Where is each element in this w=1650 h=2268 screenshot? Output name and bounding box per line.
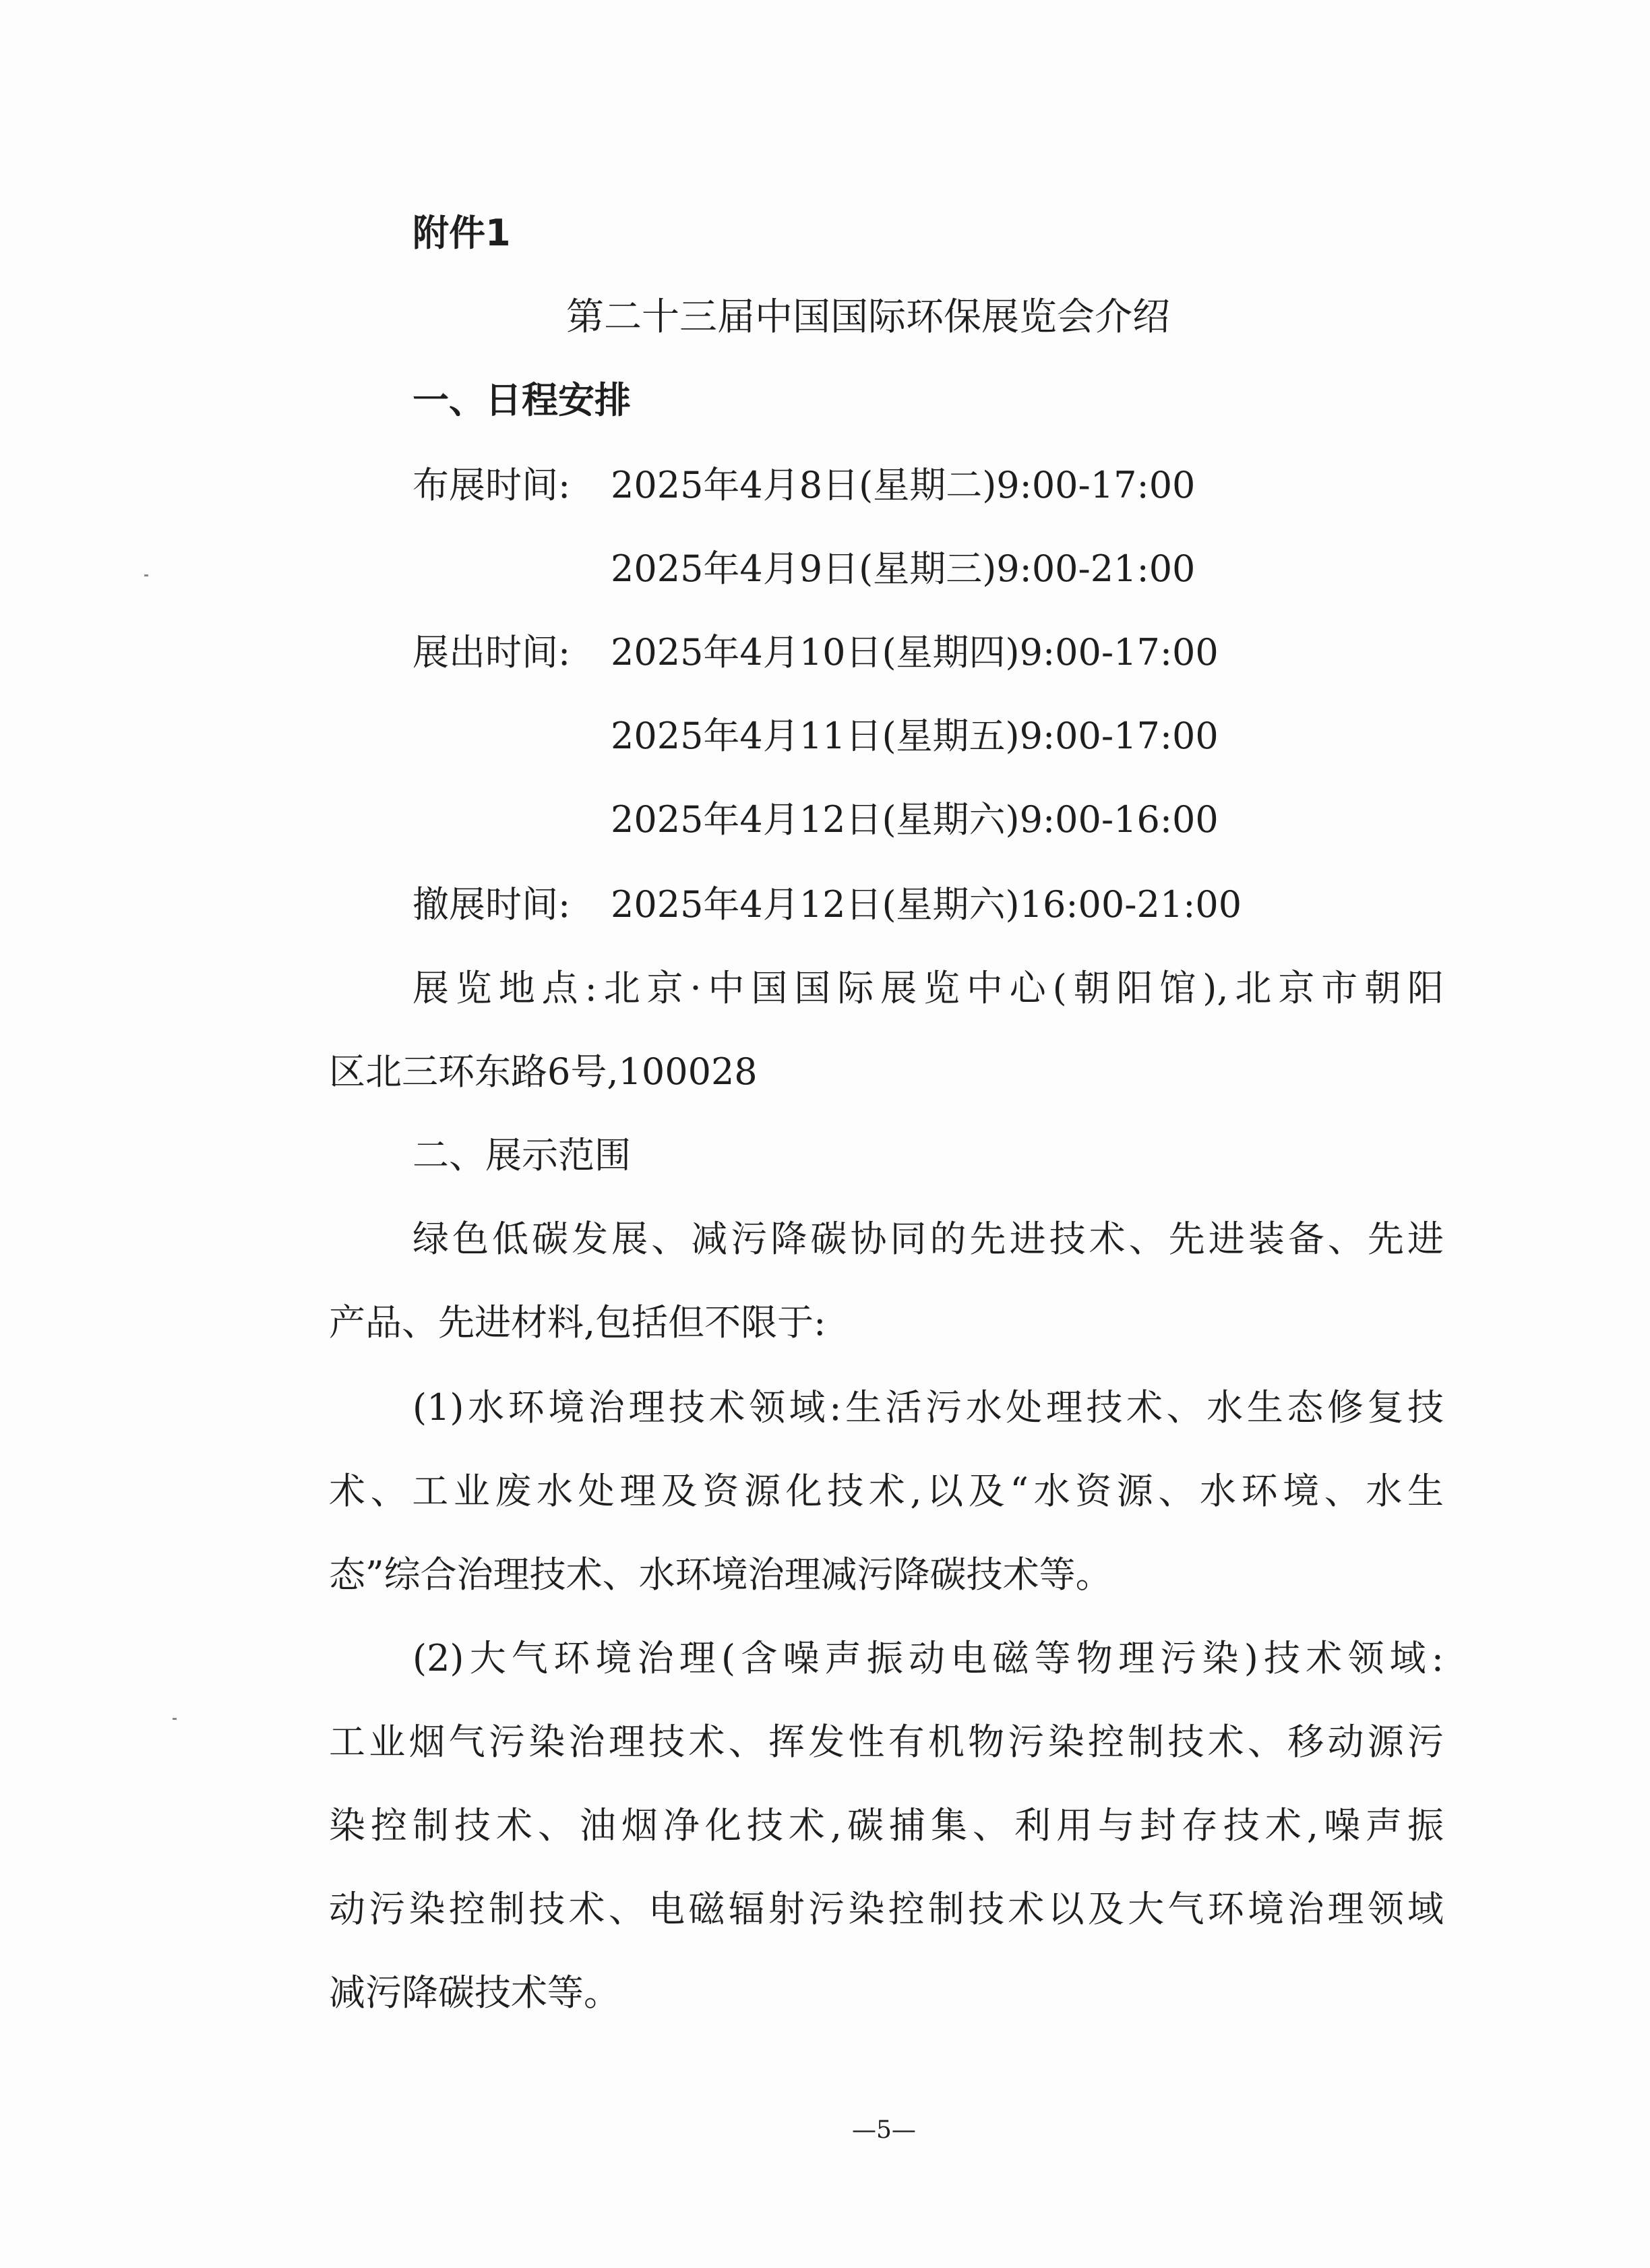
section-heading-schedule: 一、日程安排 bbox=[413, 379, 631, 421]
item2-line-4: 动污染控制技术、电磁辐射污染控制技术以及大气环境治理领域 bbox=[329, 1888, 1444, 1930]
attachment-label: 附件1 bbox=[413, 212, 511, 254]
item2-line-1: (2)大气环境治理(含噪声振动电磁等物理污染)技术领域: bbox=[413, 1637, 1444, 1679]
item2-line-5: 减污降碳技术等。 bbox=[329, 1971, 620, 2014]
show-time-1: 2025年4月10日(星期四)9:00-17:00 bbox=[611, 631, 1219, 674]
item1-line-2: 术、工业废水处理及资源化技术,以及“水资源、水环境、水生 bbox=[329, 1470, 1444, 1512]
scope-intro-line-1: 绿色低碳发展、减污降碳协同的先进技术、先进装备、先进 bbox=[413, 1218, 1444, 1260]
venue-line-1: 展览地点:北京·中国国际展览中心(朝阳馆),北京市朝阳 bbox=[413, 967, 1444, 1009]
setup-time-2: 2025年4月9日(星期三)9:00-21:00 bbox=[611, 547, 1196, 590]
item2-line-3: 染控制技术、油烟净化技术,碳捕集、利用与封存技术,噪声振 bbox=[329, 1804, 1444, 1847]
item1-line-3: 态”综合治理技术、水环境治理减污降碳技术等。 bbox=[329, 1553, 1112, 1596]
show-time-label: 展出时间: bbox=[413, 631, 571, 674]
teardown-time-1: 2025年4月12日(星期六)16:00-21:00 bbox=[611, 883, 1242, 926]
setup-time-label: 布展时间: bbox=[413, 464, 571, 506]
teardown-time-label: 撤展时间: bbox=[413, 883, 571, 926]
item2-line-2: 工业烟气污染治理技术、挥发性有机物污染控制技术、移动源污 bbox=[329, 1721, 1444, 1763]
page-number: —5— bbox=[852, 2116, 916, 2144]
scan-speck bbox=[173, 1718, 177, 1720]
show-time-3: 2025年4月12日(星期六)9:00-16:00 bbox=[611, 798, 1219, 841]
scope-intro-line-2: 产品、先进材料,包括但不限于: bbox=[329, 1301, 826, 1344]
item1-line-1: (1)水环境治理技术领域:生活污水处理技术、水生态修复技 bbox=[413, 1386, 1444, 1429]
scan-speck bbox=[144, 574, 148, 576]
venue-line-2: 区北三环东路6号,100028 bbox=[329, 1050, 758, 1093]
setup-time-1: 2025年4月8日(星期二)9:00-17:00 bbox=[611, 464, 1196, 506]
page-title: 第二十三届中国国际环保展览会介绍 bbox=[566, 295, 1170, 339]
show-time-2: 2025年4月11日(星期五)9:00-17:00 bbox=[611, 715, 1219, 757]
section-heading-scope: 二、展示范围 bbox=[413, 1134, 631, 1176]
